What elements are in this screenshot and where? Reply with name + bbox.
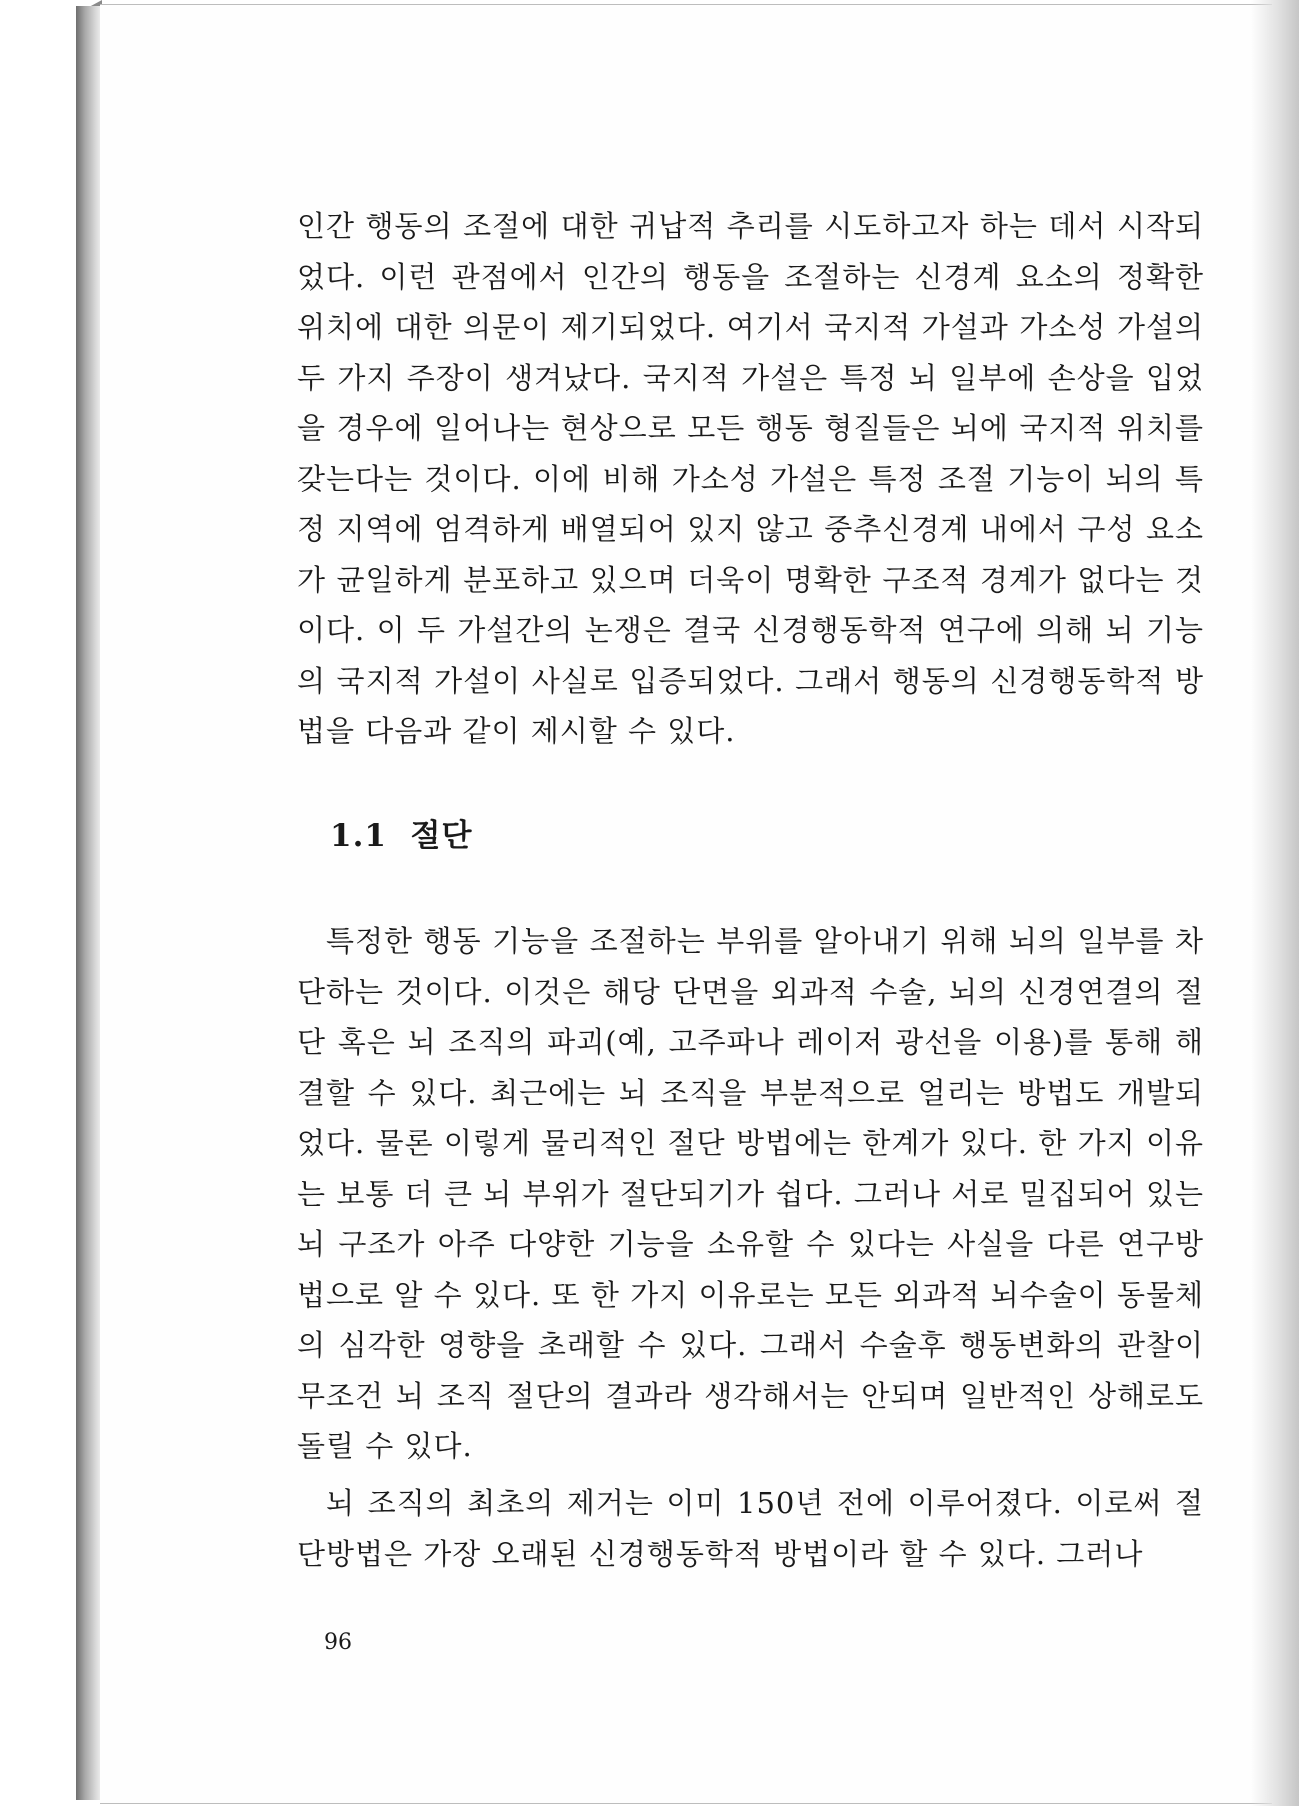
book-spine bbox=[76, 6, 102, 1800]
ablation-paragraph-1: 특정한 행동 기능을 조절하는 부위를 알아내기 위해 뇌의 일부를 차단하는 것이다. 이것은 해당 단면을 외과적 수술, 뇌의 신경연결의 절단 혹은 뇌 조직의 파괴(예, 고주파나 레이저 광선을 이용)를 통해 해결할 수 있다. 최근에는 뇌 조직을 부분적으로 얼리는 방법도 개발되었다. 물론 이렇게 물리적인 절단 방법에는 한계가 있다. 한 가지 이유는 보통 더 큰 뇌 부위가 절단되기가 쉽다. 그러나 서로 밀집되어 있는 뇌 구조가 아주 다양한 기능을 소유할 수 있다는 사실을 다른 연구방법으로 알 수 있다. 또 한 가지 이유로는 모든 외과적 뇌수술이 동물체의 심각한 영향을 초래할 수 있다. 그래서 수술후 행동변화의 관찰이 무조건 뇌 조직 절단의 결과라 생각해서는 안되며 일반적인 상해로도 돌릴 수 있다. bbox=[297, 924, 1204, 1463]
section-number: 1.1 bbox=[330, 818, 387, 854]
right-edge-shadow bbox=[1251, 0, 1299, 1806]
section-title: 절단 bbox=[410, 818, 473, 854]
section-heading bbox=[330, 810, 472, 855]
page-number: 96 bbox=[324, 1630, 352, 1655]
ablation-paragraph-2: 뇌 조직의 최초의 제거는 이미 150년 전에 이루어졌다. 이로써 절단방법은 가장 오래된 신경행동학적 방법이라 할 수 있다. 그러나 bbox=[297, 1486, 1204, 1571]
intro-paragraph: 인간 행동의 조절에 대한 귀납적 추리를 시도하고자 하는 데서 시작되었다. 이런 관점에서 인간의 행동을 조절하는 신경계 요소의 정확한 위치에 대한 의문이 제기되었다. 여기서 국지적 가설과 가소성 가설의 두 가지 주장이 생겨났다. 국지적 가설은 특정 뇌 일부에 손상을 입었을 경우에 일어나는 현상으로 모든 행동 형질들은 뇌에 국지적 위치를 갖는다는 것이다. 이에 비해 가소성 가설은 특정 조절 기능이 뇌의 특정 지역에 엄격하게 배열되어 있지 않고 중추신경계 내에서 구성 요소가 균일하게 분포하고 있으며 더욱이 명확한 구조적 경계가 없다는 것이다. 이 두 가설간의 논쟁은 결국 신경행동학적 연구에 의해 뇌 기능의 국지적 가설이 사실로 입증되었다. 그래서 행동의 신경행동학적 방법을 다음과 같이 제시할 수 있다. bbox=[297, 209, 1204, 748]
